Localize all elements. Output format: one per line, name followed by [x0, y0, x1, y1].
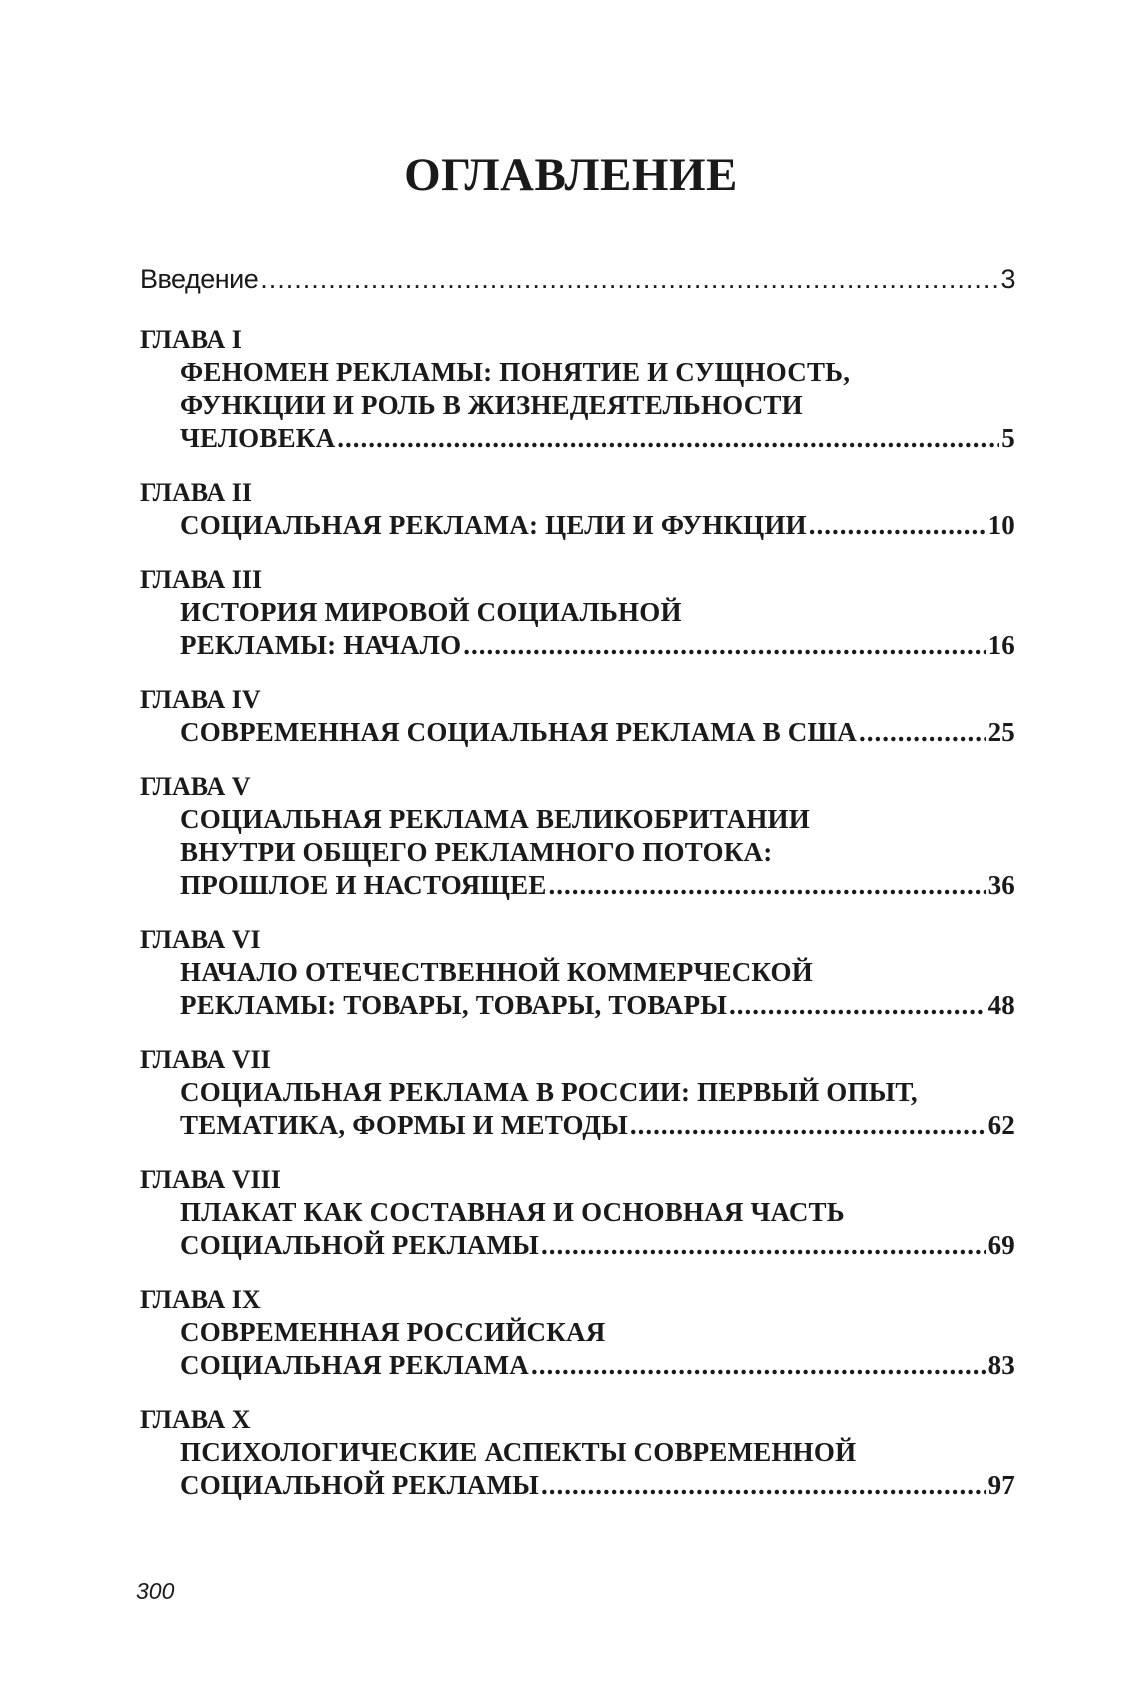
dot-leader	[463, 629, 985, 662]
chapter-label: ГЛАВА X	[140, 1405, 251, 1434]
dot-leader	[859, 716, 986, 749]
chapter-title-line: НАЧАЛО ОТЕЧЕСТВЕННОЙ КОММЕРЧЕСКОЙ	[180, 957, 813, 987]
chapter-title-line: РЕКЛАМЫ: ТОВАРЫ, ТОВАРЫ, ТОВАРЫ	[180, 990, 728, 1020]
chapter-title	[140, 1196, 1015, 1262]
chapter-title-line: СОВРЕМЕННАЯ СОЦИАЛЬНАЯ РЕКЛАМА В США	[180, 717, 858, 747]
page-number: 300	[136, 1578, 175, 1604]
toc-entry-page: 16	[987, 630, 1015, 660]
dot-leader	[541, 1469, 986, 1502]
chapter-title	[140, 596, 1015, 662]
toc-chapter-entry[interactable]	[140, 324, 1015, 455]
toc-chapter-entry[interactable]	[140, 924, 1015, 1022]
chapter-title-line: ФЕНОМЕН РЕКЛАМЫ: ПОНЯТИЕ И СУЩНОСТЬ,	[180, 357, 851, 387]
chapter-title-last-line	[180, 1469, 1015, 1502]
toc-chapter-entry[interactable]	[140, 684, 1015, 749]
dot-leader	[630, 1109, 986, 1142]
chapter-title-line: СОЦИАЛЬНАЯ РЕКЛАМА: ЦЕЛИ И ФУНКЦИИ	[180, 510, 807, 540]
chapter-title-line: ПЛАКАТ КАК СОСТАВНАЯ И ОСНОВНАЯ ЧАСТЬ	[180, 1197, 845, 1227]
chapter-title	[140, 1076, 1015, 1142]
dot-leader	[549, 869, 986, 902]
chapter-title-line: ИСТОРИЯ МИРОВОЙ СОЦИАЛЬНОЙ	[180, 597, 682, 627]
chapter-title-line: РЕКЛАМЫ: НАЧАЛО	[180, 630, 462, 660]
toc-entry-label: Введение	[140, 264, 259, 294]
chapter-title-last-line	[180, 422, 1015, 455]
toc-entry-intro[interactable]	[140, 262, 1015, 296]
chapter-title-line: ФУНКЦИИ И РОЛЬ В ЖИЗНЕДЕЯТЕЛЬНОСТИ	[180, 390, 803, 420]
chapter-title	[140, 716, 1015, 749]
chapter-title-line: СОЦИАЛЬНАЯ РЕКЛАМА В РОССИИ: ПЕРВЫЙ ОПЫТ,	[180, 1077, 918, 1107]
toc-entry-page: 3	[1000, 264, 1015, 294]
chapter-title	[140, 1316, 1015, 1382]
toc-chapter-entry[interactable]	[140, 1284, 1015, 1382]
chapter-title-line: СОЦИАЛЬНАЯ РЕКЛАМА	[180, 1350, 529, 1380]
chapter-title	[140, 509, 1015, 542]
page-title: ОГЛАВЛЕНИЕ	[404, 149, 738, 201]
chapter-title-line: ПРОШЛОЕ И НАСТОЯЩЕЕ	[180, 870, 547, 900]
toc-chapter-entry[interactable]	[140, 1164, 1015, 1262]
chapter-title	[140, 1436, 1015, 1502]
dot-leader	[809, 509, 986, 542]
chapter-title-line: СОЦИАЛЬНОЙ РЕКЛАМЫ	[180, 1230, 540, 1260]
chapter-title	[140, 356, 1015, 455]
toc-chapter-entry[interactable]	[140, 1044, 1015, 1142]
chapter-label: ГЛАВА VIII	[140, 1165, 281, 1194]
toc-entry-page: 36	[987, 870, 1015, 900]
chapter-label: ГЛАВА VII	[140, 1045, 271, 1074]
chapter-title-line: ВНУТРИ ОБЩЕГО РЕКЛАМНОГО ПОТОКА:	[180, 837, 773, 867]
chapter-label: ГЛАВА IV	[140, 685, 261, 714]
chapter-title	[140, 956, 1015, 1022]
chapter-title-line: СОВРЕМЕННАЯ РОССИЙСКАЯ	[180, 1317, 606, 1347]
toc-entry-page: 83	[987, 1350, 1015, 1380]
chapter-label: ГЛАВА V	[140, 772, 251, 801]
toc-chapter-entry[interactable]	[140, 477, 1015, 542]
chapter-title-line: ПСИХОЛОГИЧЕСКИЕ АСПЕКТЫ СОВРЕМЕННОЙ	[180, 1437, 857, 1467]
toc-entry-page: 62	[987, 1110, 1015, 1140]
toc-entry-page: 48	[987, 990, 1015, 1020]
chapter-title-last-line	[180, 1349, 1015, 1382]
chapter-title-line: СОЦИАЛЬНАЯ РЕКЛАМА ВЕЛИКОБРИТАНИИ	[180, 804, 810, 834]
chapter-title-last-line	[180, 869, 1015, 902]
chapter-label: ГЛАВА IX	[140, 1285, 261, 1314]
chapter-label: ГЛАВА III	[140, 565, 263, 594]
dot-leader	[531, 1349, 986, 1382]
chapter-label: ГЛАВА VI	[140, 925, 261, 954]
toc-chapter-entry[interactable]	[140, 771, 1015, 902]
chapter-list	[140, 324, 1015, 1502]
chapter-title-last-line	[180, 716, 1015, 749]
toc-entry-page: 97	[987, 1470, 1015, 1500]
chapter-title-line: ЧЕЛОВЕКА	[180, 423, 336, 453]
table-of-contents	[140, 262, 1015, 1524]
chapter-title-last-line	[180, 1109, 1015, 1142]
toc-entry-page: 69	[987, 1230, 1015, 1260]
chapter-title-last-line	[180, 629, 1015, 662]
chapter-title-last-line	[180, 1229, 1015, 1262]
dot-leader	[337, 422, 999, 455]
toc-chapter-entry[interactable]	[140, 1404, 1015, 1502]
chapter-title-line: ТЕМАТИКА, ФОРМЫ И МЕТОДЫ	[180, 1110, 628, 1140]
dot-leader	[729, 989, 986, 1022]
chapter-title	[140, 803, 1015, 902]
toc-chapter-entry[interactable]	[140, 564, 1015, 662]
toc-entry-page: 25	[987, 717, 1015, 747]
chapter-label: ГЛАВА I	[140, 325, 242, 354]
dot-leader	[541, 1229, 986, 1262]
dot-leader	[260, 262, 998, 296]
toc-entry-page: 5	[1001, 423, 1015, 453]
chapter-label: ГЛАВА II	[140, 478, 252, 507]
chapter-title-last-line	[180, 509, 1015, 542]
chapter-title-line: СОЦИАЛЬНОЙ РЕКЛАМЫ	[180, 1470, 540, 1500]
chapter-title-last-line	[180, 989, 1015, 1022]
toc-entry-page: 10	[987, 510, 1015, 540]
